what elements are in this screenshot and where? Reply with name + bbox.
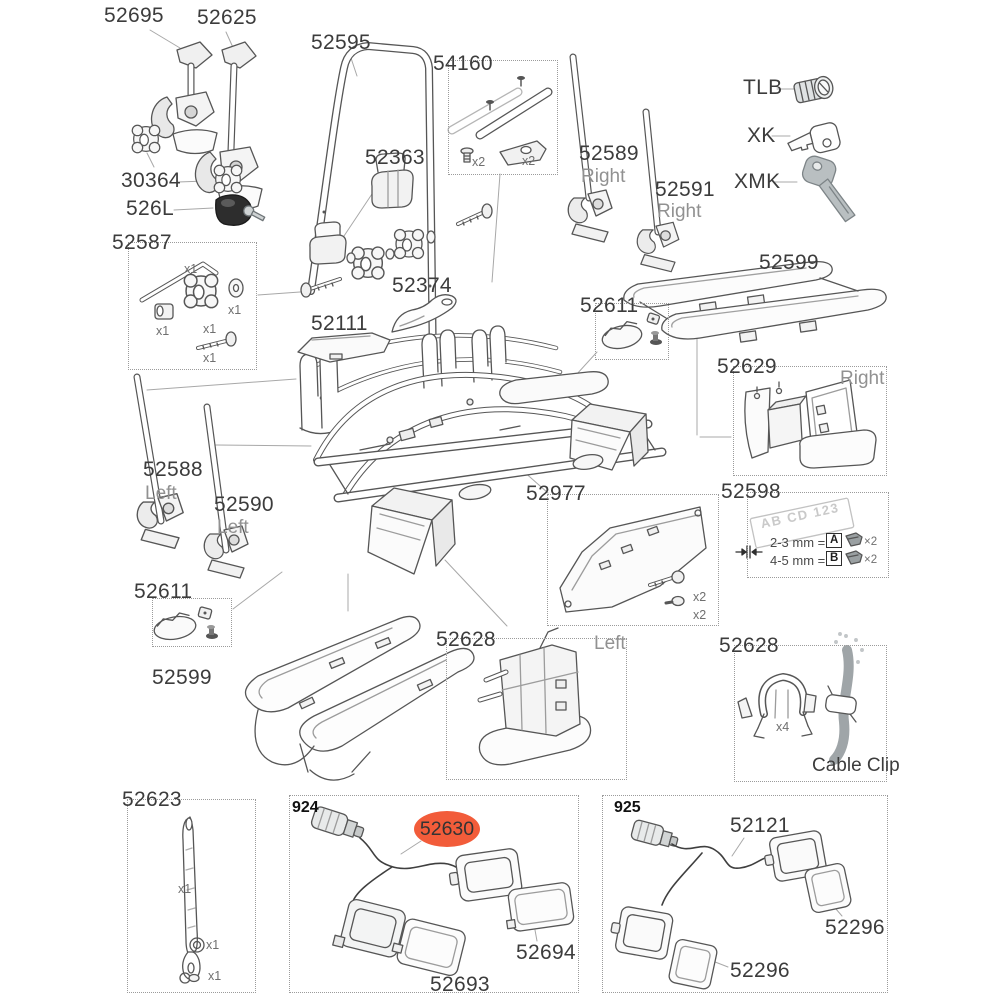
plate-row2-qty: ×2: [864, 554, 878, 566]
label-52693: 52693: [430, 973, 490, 996]
label-52629: 52629: [717, 355, 777, 378]
box-52977: [547, 494, 719, 626]
label-52599-right: 52599: [759, 251, 819, 274]
label-52628-left-side: Left: [594, 633, 626, 654]
label-cable-clip: Cable Clip: [812, 755, 900, 776]
label-52598: 52598: [721, 480, 781, 503]
qty-52977-screw: x2: [693, 608, 707, 622]
label-52591: 52591: [655, 178, 715, 201]
label-54160: 54160: [433, 52, 493, 75]
plate-row2-range: 4-5 mm =: [770, 553, 826, 568]
label-kit-924: 924: [292, 799, 319, 816]
label-52611-right: 52611: [580, 294, 639, 317]
part-XK-drawing: [786, 121, 842, 160]
label-52591-side: Right: [657, 201, 702, 222]
label-526L: 526L: [126, 197, 174, 220]
label-52623: 52623: [122, 788, 182, 811]
qty-52623-strap: x1: [178, 882, 192, 896]
label-52296-a: 52296: [825, 916, 885, 939]
label-52374: 52374: [392, 274, 452, 297]
label-52595: 52595: [311, 31, 371, 54]
part-52695-drawing: [132, 42, 217, 154]
label-52590-side: Left: [217, 517, 249, 538]
label-52628-cable: 52628: [719, 634, 779, 657]
label-52588-side: Left: [145, 483, 177, 504]
plate-row1-qty: ×2: [864, 536, 878, 548]
qty-52628-clip: x4: [776, 720, 790, 734]
label-52589-side: Right: [581, 166, 626, 187]
label-52694: 52694: [516, 941, 576, 964]
qty-52623-screw: x1: [208, 969, 222, 983]
label-52629-side: Right: [840, 368, 885, 389]
label-52628-left: 52628: [436, 628, 496, 651]
license-plate-text: AB CD 123: [759, 499, 841, 532]
label-52977: 52977: [526, 482, 586, 505]
part-52625-drawing: [195, 42, 262, 210]
label-52630-highlighted: 52630: [414, 811, 480, 847]
label-52599-left: 52599: [152, 666, 212, 689]
label-52111: 52111: [311, 312, 368, 335]
label-30364: 30364: [121, 169, 181, 192]
qty-52587-allen: x1: [184, 262, 198, 276]
label-52611-left: 52611: [134, 580, 193, 603]
plate-row1-letter: A: [826, 533, 842, 548]
plate-row1-range: 2-3 mm =: [770, 535, 826, 550]
qty-54160-screw: x2: [472, 155, 486, 169]
label-TLB: TLB: [743, 76, 783, 99]
qty-52587-knob: x1: [203, 322, 217, 336]
label-52121: 52121: [730, 814, 790, 837]
label-52588: 52588: [143, 458, 203, 481]
box-52611-left: [152, 598, 232, 647]
qty-52623-nut: x1: [206, 938, 220, 952]
label-XK: XK: [747, 124, 776, 147]
qty-52977-bolt: x2: [693, 590, 707, 604]
qty-54160-plate: x2: [522, 154, 536, 168]
label-XMK: XMK: [734, 170, 781, 193]
label-52695: 52695: [104, 4, 164, 27]
label-52625: 52625: [197, 6, 257, 29]
qty-52587-bolt: x1: [203, 351, 217, 365]
label-52590: 52590: [214, 493, 274, 516]
label-52587: 52587: [112, 231, 172, 254]
label-kit-925: 925: [614, 799, 641, 816]
label-52363: 52363: [365, 146, 425, 169]
box-52628-left: [446, 638, 627, 780]
part-XMK-drawing: [792, 154, 868, 224]
plate-row2-letter: B: [826, 551, 842, 566]
part-TLB-drawing: [793, 75, 835, 104]
label-52589: 52589: [579, 142, 639, 165]
label-52296-b: 52296: [730, 959, 790, 982]
qty-52587-spacer: x1: [156, 324, 170, 338]
box-52623: [127, 799, 256, 993]
part-52374-drawing: [392, 295, 456, 332]
box-54160: [448, 60, 558, 175]
qty-52587-washer: x1: [228, 303, 242, 317]
